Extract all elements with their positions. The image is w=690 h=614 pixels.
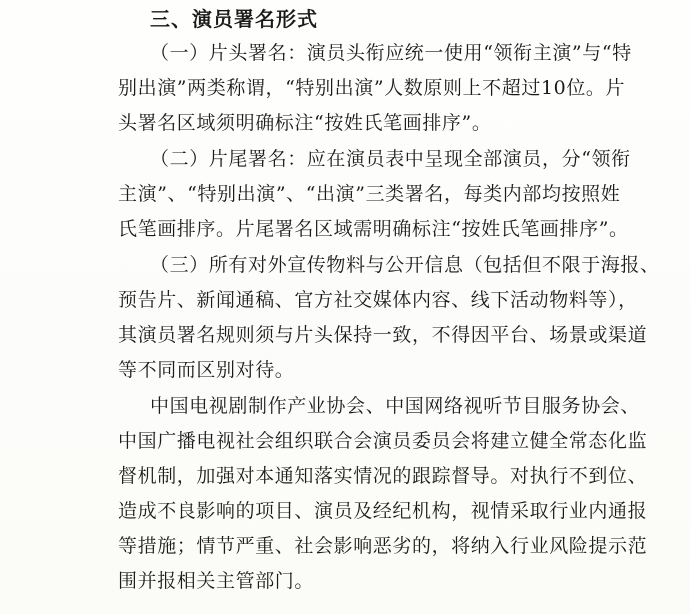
paragraph-4-line-4: 造成不良影响的项目、演员及经纪机构，视情采取行业内通报 bbox=[118, 500, 648, 522]
paragraph-3-line-1: （三）所有对外宣传物料与公开信息（包括但不限于海报、 bbox=[150, 254, 660, 276]
paragraph-3-line-4: 等不同而区别对待。 bbox=[118, 359, 295, 381]
paragraph-1-line-3: 头署名区域须明确标注“按姓氏笔画排序”。 bbox=[118, 112, 492, 134]
paragraph-3-line-3: 其演员署名规则须与片头保持一致，不得因平台、场景或渠道 bbox=[118, 324, 648, 346]
paragraph-2-line-1: （二）片尾署名：应在演员表中呈现全部演员，分“领衔 bbox=[150, 148, 631, 170]
paragraph-3-line-2: 预告片、新闻通稿、官方社交媒体内容、线下活动物料等）， bbox=[118, 289, 638, 311]
paragraph-4-line-5: 等措施；情节严重、社会影响恶劣的，将纳入行业风险提示范 bbox=[118, 535, 648, 557]
paragraph-2-line-2: 主演”、“特别出演”、“出演”三类署名，每类内部均按照姓 bbox=[118, 183, 621, 205]
paragraph-1-line-1: （一）片头署名：演员头衔应统一使用“领衔主演”与“特 bbox=[150, 42, 632, 64]
paragraph-4-line-6: 围并报相关主管部门。 bbox=[118, 570, 315, 592]
paragraph-4-line-1: 中国电视剧制作产业协会、中国网络视听节目服务协会、 bbox=[150, 395, 641, 417]
paragraph-2-line-3: 氏笔画排序。片尾署名区域需明确标注“按姓氏笔画排序”。 bbox=[118, 218, 629, 240]
paragraph-4-line-3: 督机制，加强对本通知落实情况的跟踪督导。对执行不到位、 bbox=[118, 465, 648, 487]
paragraph-4-line-2: 中国广播电视社会组织联合会演员委员会将建立健全常态化监 bbox=[118, 430, 648, 452]
section-heading: 三、演员署名形式 bbox=[150, 7, 318, 31]
paragraph-1-line-2: 别出演”两类称谓，“特别出演”人数原则上不超过10位。片 bbox=[118, 77, 626, 99]
